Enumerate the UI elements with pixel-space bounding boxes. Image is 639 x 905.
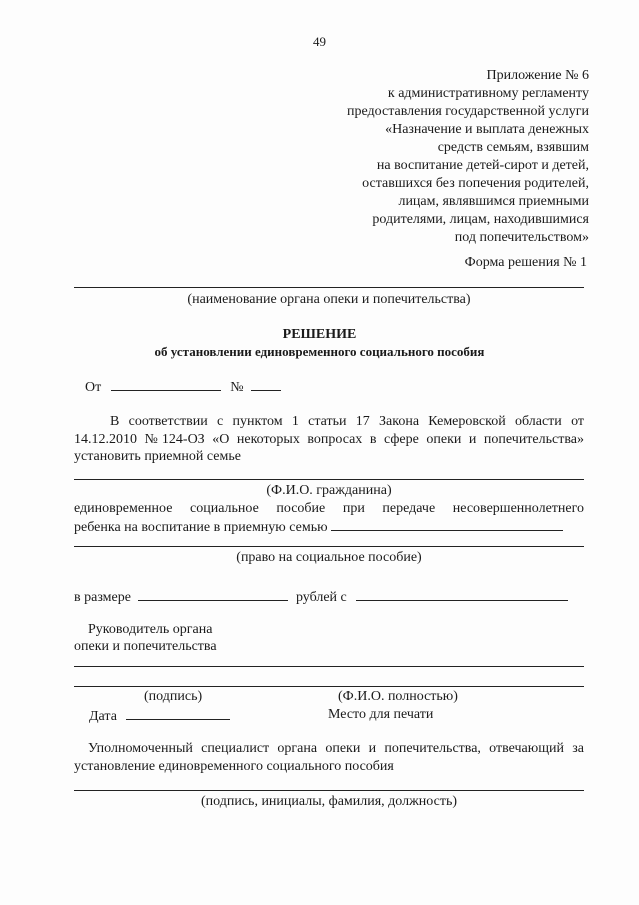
decision-subtitle: об установлении единовременного социального пособия [154, 344, 485, 359]
citizen-name-line[interactable] [74, 479, 584, 480]
sign-date-field[interactable] [126, 707, 230, 720]
appendix-line: оставшихся без попечения родителей, [362, 176, 589, 191]
benefit-right-line[interactable] [74, 546, 584, 547]
head-title-line: Руководитель органа [88, 622, 213, 637]
number-field[interactable] [251, 378, 281, 391]
rubles-label: рублей с [295, 590, 347, 605]
date-number-row [85, 378, 281, 396]
appendix-line: под попечительством» [454, 230, 589, 245]
head-title-line: опеки и попечительства [74, 639, 217, 654]
appendix-line: Приложение № 6 [486, 68, 589, 83]
decision-title: РЕШЕНИЕ [282, 327, 357, 342]
start-date-field[interactable] [356, 588, 568, 601]
caption-benefit-right: (право на социальное пособие) [236, 550, 422, 565]
form-label: Форма решения № 1 [464, 255, 587, 270]
appendix-line: к административному регламенту [387, 86, 589, 101]
specialist-signature-line[interactable] [74, 790, 584, 791]
specialist-line: Уполномоченный специалист органа опеки и попечительства, отвечающий за [88, 741, 584, 756]
body-line: ребенка на воспитание в приемную семью [74, 520, 328, 535]
amount-label: в размере [74, 590, 131, 605]
appendix-line: «Назначение и выплата денежных [385, 122, 589, 137]
date-field[interactable] [111, 378, 221, 391]
date-row [89, 707, 230, 725]
appendix-line: предоставления государственной услуги [347, 104, 589, 119]
caption-signature: (подпись) [144, 689, 203, 704]
caption-fio-citizen: (Ф.И.О. гражданина) [266, 483, 392, 498]
body-line: установить приемной семье [74, 449, 241, 464]
organ-name-line[interactable] [74, 287, 584, 288]
specialist-line: установление единовременного социального пособия [74, 759, 394, 774]
page-number: 49 [313, 34, 326, 49]
caption-organ: (наименование органа опеки и попечительства) [187, 292, 471, 307]
number-label: № [230, 380, 244, 395]
date-label-2: Дата [89, 709, 117, 724]
appendix-line: средств семьям, взявшим [437, 140, 589, 155]
appendix-line: родителями, лицам, находившимися [372, 212, 589, 227]
head-name-line[interactable] [74, 666, 584, 667]
appendix-header [347, 67, 589, 247]
caption-specialist: (подпись, инициалы, фамилия, должность) [200, 794, 458, 809]
date-label: От [85, 380, 102, 395]
appendix-line: лицам, являвшимся приемными [398, 194, 589, 209]
amount-row [74, 588, 568, 606]
amount-field[interactable] [138, 588, 288, 601]
body-line: 14.12.2010 №124-ОЗ «О некоторых вопросах в сфере опеки и попечительства» [74, 432, 584, 447]
body-line: единовременное социальное пособие при передаче несовершеннолетнего [74, 501, 584, 516]
signature-line[interactable] [74, 686, 584, 687]
caption-fio-full: (Ф.И.О. полностью) [338, 689, 458, 704]
body-line: В соответствии с пунктом 1 статьи 17 Закона Кемеровской области от [110, 414, 584, 429]
body-line-with-field [74, 518, 563, 536]
appendix-line: на воспитание детей-сирот и детей, [376, 158, 589, 173]
stamp-place: Место для печати [328, 707, 434, 722]
family-field[interactable] [331, 518, 563, 531]
